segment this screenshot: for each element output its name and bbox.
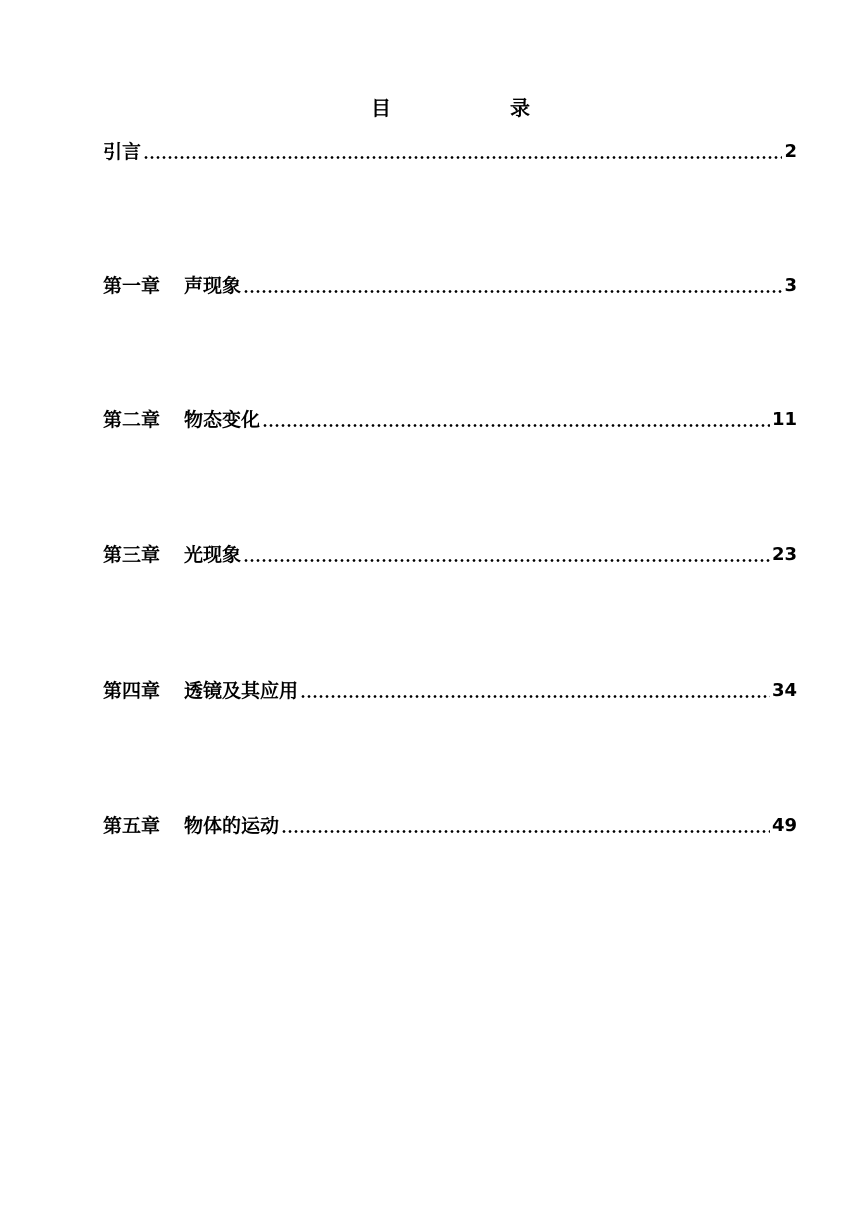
toc-entry-label xyxy=(103,541,241,569)
toc-entry-chapter-3[interactable] xyxy=(103,541,797,569)
toc-entry-label xyxy=(103,138,141,166)
toc-chapter-number: 第二章 xyxy=(103,409,161,431)
toc-heading-char-1: 目 xyxy=(371,96,391,120)
toc-entry-label xyxy=(103,812,279,840)
toc-entry-chapter-4[interactable] xyxy=(103,677,797,705)
toc-chapter-number: 第五章 xyxy=(103,815,161,837)
toc-entry-label xyxy=(103,677,298,705)
toc-entry-chapter-5[interactable] xyxy=(103,812,797,840)
toc-entry-title: 光现象 xyxy=(184,544,242,566)
toc-heading xyxy=(0,92,860,122)
toc-page-number: 3 xyxy=(784,275,797,296)
toc-page-number: 11 xyxy=(771,409,797,430)
toc-entry-title: 物体的运动 xyxy=(184,815,280,837)
toc-dot-leader xyxy=(141,138,784,166)
toc-entry-chapter-1[interactable] xyxy=(103,272,797,300)
toc-entry-title: 引言 xyxy=(103,141,142,163)
toc-entry-label xyxy=(103,272,241,300)
toc-entry-title: 声现象 xyxy=(184,275,242,297)
toc-entry-title: 物态变化 xyxy=(184,409,261,431)
toc-entry-label xyxy=(103,406,260,434)
toc-entry-chapter-2[interactable] xyxy=(103,406,797,434)
toc-chapter-number: 第三章 xyxy=(103,544,161,566)
toc-entry-title: 透镜及其应用 xyxy=(184,680,299,702)
toc-chapter-number: 第一章 xyxy=(103,275,161,297)
toc-dot-leader xyxy=(241,541,772,569)
toc-page-number: 23 xyxy=(771,544,797,565)
toc-chapter-number: 第四章 xyxy=(103,680,161,702)
toc-dot-leader xyxy=(260,406,772,434)
toc-heading-char-2: 录 xyxy=(510,96,530,120)
toc-page-number: 49 xyxy=(771,815,797,836)
toc-entry-intro[interactable] xyxy=(103,138,797,166)
toc-page-number: 34 xyxy=(771,680,797,701)
toc-dot-leader xyxy=(241,272,784,300)
toc-page-number: 2 xyxy=(784,141,797,162)
toc-dot-leader xyxy=(279,812,772,840)
toc-dot-leader xyxy=(298,677,772,705)
